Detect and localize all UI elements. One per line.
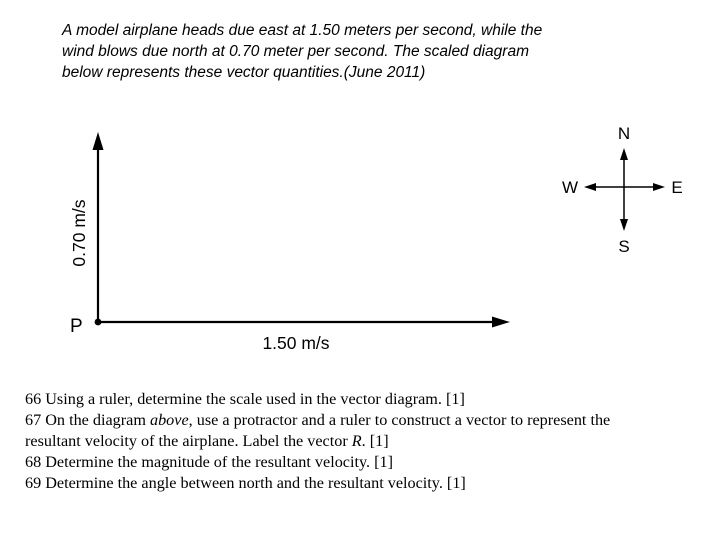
question-67 xyxy=(25,410,715,431)
question-67-emphasis: above xyxy=(149,411,189,429)
compass-rose xyxy=(562,124,683,256)
compass-south-label: S xyxy=(618,237,630,256)
question-list xyxy=(25,389,715,494)
compass-west-arrowhead xyxy=(584,183,596,191)
horizontal-vector-label: 1.50 m/s xyxy=(262,333,330,353)
question-67-cont-text-a: resultant velocity of the airplane. Label the vector xyxy=(25,432,352,450)
problem-line-2: wind blows due north at 0.70 meter per second. The scaled diagram xyxy=(62,43,529,60)
question-67-cont-text-b: . [1] xyxy=(361,432,389,450)
compass-east-arrowhead xyxy=(653,183,665,191)
compass-north-label: N xyxy=(617,124,631,143)
question-67-text-b: , use a protractor and a ruler to construct a vector to represent the xyxy=(188,411,611,429)
question-66: 66 Using a ruler, determine the scale used in the vector diagram. [1] xyxy=(25,390,465,408)
compass-south-arrowhead xyxy=(620,219,628,231)
question-68: 68 Determine the magnitude of the resultant velocity. [1] xyxy=(25,453,393,471)
question-67-text-a: 67 On the diagram xyxy=(25,411,150,429)
compass-north-arrowhead xyxy=(620,148,628,160)
problem-line-3: below represents these vector quantities.(June 2011) xyxy=(62,64,426,81)
question-67-continued xyxy=(25,431,715,452)
compass-west-label: W xyxy=(561,178,579,197)
vertical-vector-label: 0.70 m/s xyxy=(69,199,89,267)
problem-line-1: A model airplane heads due east at 1.50 meters per second, while the xyxy=(62,22,543,39)
point-label: P xyxy=(70,316,83,337)
vector-r-label: R xyxy=(351,432,362,450)
east-vector-arrowhead xyxy=(492,317,510,328)
compass-east-label: E xyxy=(671,178,683,197)
question-69: 69 Determine the angle between north and the resultant velocity. [1] xyxy=(25,474,466,492)
north-vector-arrowhead xyxy=(93,132,104,150)
origin-point xyxy=(95,319,102,326)
